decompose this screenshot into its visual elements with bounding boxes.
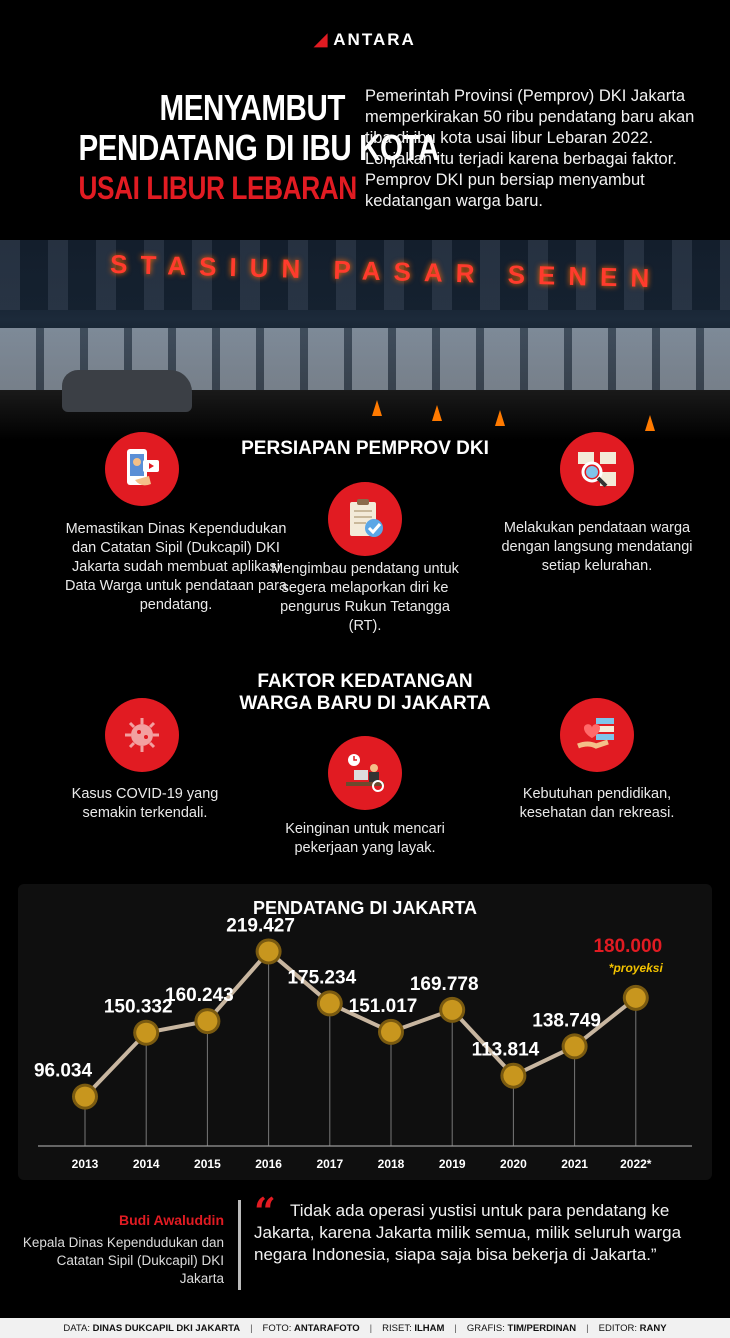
data-label: 175.234 xyxy=(287,967,357,989)
x-tick-label: 2017 xyxy=(316,1157,344,1171)
footer-credits xyxy=(0,1318,730,1338)
data-label: 180.000 xyxy=(593,935,663,957)
footer-separator: | xyxy=(250,1322,253,1334)
x-tick-label: 2020 xyxy=(500,1157,527,1171)
station-sign: STASIUN PASAR SENEN xyxy=(109,248,663,294)
data-point xyxy=(197,1011,217,1031)
chart-title: PENDATANG DI JAKARTA xyxy=(253,898,477,918)
brand xyxy=(0,30,730,50)
mobile-app-icon xyxy=(105,432,179,506)
footer-separator: | xyxy=(454,1322,457,1334)
quote-name: Budi Awaluddin xyxy=(119,1212,224,1228)
job-search-icon xyxy=(328,736,402,810)
car-shape xyxy=(62,370,192,412)
title-line-1: MENYAMBUT xyxy=(159,87,345,128)
faktor-title-line-2: WARGA BARU DI JAKARTA xyxy=(239,693,491,714)
data-point xyxy=(381,1022,401,1042)
chart-panel xyxy=(18,884,712,1180)
title-line-2: PENDATANG DI IBU KOTA xyxy=(78,127,439,168)
footer-separator: | xyxy=(369,1322,373,1334)
faktor-item-1: Kasus COVID-19 yang semakin terkendali. xyxy=(71,786,219,821)
line-chart xyxy=(18,884,712,1180)
virus-icon xyxy=(105,698,179,772)
data-label: 113.814 xyxy=(471,1039,540,1061)
title-line-3: USAI LIBUR LEBARAN xyxy=(78,170,357,206)
data-point xyxy=(320,993,340,1013)
quote-divider xyxy=(238,1200,241,1290)
footer-editor: EDITOR: RANY xyxy=(598,1322,667,1334)
data-label: 151.017 xyxy=(348,995,418,1017)
x-tick-label: 2016 xyxy=(255,1157,282,1171)
quote-mark-icon: “ xyxy=(254,1189,276,1234)
clipboard-check-icon xyxy=(328,482,402,556)
footer-riset: RISET: ILHAM xyxy=(382,1322,445,1334)
intro-paragraph: Pemerintah Provinsi (Pemprov) DKI Jakarta memperkirakan 50 ribu pendatang baru akan tiba di ibu kota usai libur Lebaran 2022. Lonjakan itu terjadi karena berbagai faktor. Pemprov DKI pun bersiap menyambut kedatangan warga baru. xyxy=(365,87,695,210)
x-tick-label: 2013 xyxy=(71,1157,99,1171)
quote-role: Kepala Dinas Kependudukan dan Catatan Sipil (Dukcapil) DKI Jakarta xyxy=(22,1235,224,1286)
faktor-title-line-1: FAKTOR KEDATANGAN xyxy=(257,671,473,692)
faktor-item-3: Kebutuhan pendidikan, kesehatan dan rekreasi. xyxy=(519,786,675,821)
faktor-item-2: Keinginan untuk mencari pekerjaan yang layak. xyxy=(285,821,445,856)
x-tick-label: 2018 xyxy=(377,1157,405,1171)
data-label: 96.034 xyxy=(33,1060,93,1082)
persiapan-item-3: Melakukan pendataan warga dengan langsung mendatangi setiap kelurahan. xyxy=(501,520,693,574)
data-label: 150.332 xyxy=(103,996,173,1018)
data-point xyxy=(136,1023,156,1043)
x-tick-label: 2014 xyxy=(132,1157,160,1171)
page-title xyxy=(20,87,439,208)
x-tick-label: 2022* xyxy=(620,1157,652,1171)
data-label: 160.243 xyxy=(165,985,234,1007)
antara-logo-icon: ◢ xyxy=(314,30,330,49)
data-point xyxy=(626,988,646,1008)
traffic-cone-icon xyxy=(372,400,382,416)
station-photo xyxy=(0,240,730,440)
x-tick-label: 2019 xyxy=(438,1157,466,1171)
traffic-cone-icon xyxy=(495,410,505,426)
data-point xyxy=(565,1036,585,1056)
footer-foto: FOTO: ANTARAFOTO xyxy=(262,1322,360,1334)
footer-grafis: GRAFIS: TIM/PERDINAN xyxy=(466,1322,577,1334)
data-search-icon xyxy=(560,432,634,506)
projection-note: *proyeksi xyxy=(608,960,663,975)
traffic-cone-icon xyxy=(645,415,655,431)
persiapan-title: PERSIAPAN PEMPROV DKI xyxy=(241,438,489,459)
data-label: 219.427 xyxy=(226,915,295,937)
health-education-icon xyxy=(560,698,634,772)
data-point xyxy=(503,1066,523,1086)
data-point xyxy=(442,1000,462,1020)
brand-name: ANTARA xyxy=(333,30,416,49)
persiapan-item-2: Mengimbau pendatang untuk segera melaporkan diri ke pengurus Rukun Tetangga (RT). xyxy=(271,561,459,634)
data-label: 138.749 xyxy=(532,1010,601,1032)
footer-data: DATA: DINAS DUKCAPIL DKI JAKARTA xyxy=(63,1322,241,1334)
footer-separator: | xyxy=(586,1322,589,1334)
data-point xyxy=(75,1087,95,1107)
traffic-cone-icon xyxy=(432,405,442,421)
x-tick-label: 2015 xyxy=(194,1157,221,1171)
persiapan-item-1: Memastikan Dinas Kependudukan dan Catatan Sipil (Dukcapil) DKI Jakarta sudah membuat aplikasi Data Warga untuk pendataan para pendatang. xyxy=(65,521,287,613)
quote-text: Tidak ada operasi yustisi untuk para pendatang ke Jakarta, karena Jakarta milik semua, milik seluruh warga negara Indonesia, siapa saja bisa bekerja di Jakarta.” xyxy=(254,1201,682,1264)
data-label: 169.778 xyxy=(409,973,479,995)
data-point xyxy=(259,941,279,961)
x-tick-label: 2021 xyxy=(561,1157,588,1171)
